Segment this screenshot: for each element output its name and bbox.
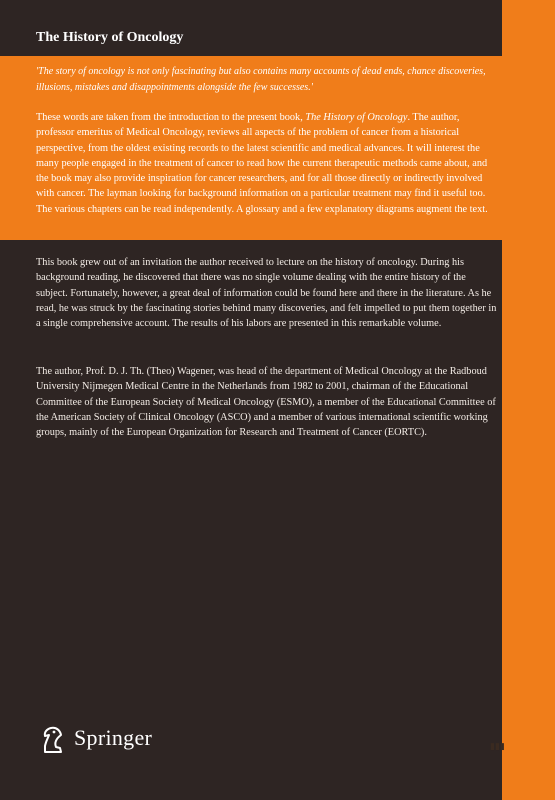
publisher-name: Springer (74, 725, 153, 750)
quote: 'The story of oncology is not only fascinating but also contains many accounts of dead ends, chance discoveries, illusions, mistakes and disappointments alongside the few successes.' (36, 66, 486, 93)
intro-paragraph (36, 110, 498, 217)
book-title: The History of Oncology (36, 30, 184, 45)
orange-stripe (502, 0, 555, 800)
author-paragraph: The author, Prof. D. J. Th. (Theo) Wagener, was head of the department of Medical Oncology at the Radboud University Nijmegen Medical Centre in the Netherlands from 1982 to 2001, chairman of the Educational Committee of the European Society of Medical Oncology (ESMO), a member of the Educational Committee of the American Society of Clinical Oncology (ASCO) and a member of various international scientific working groups, mainly of the European Organization for Research and Treatment of Cancer (EORTC). (36, 366, 496, 439)
title-band (0, 0, 502, 56)
publisher-logo (36, 722, 152, 754)
springer-knight-icon (36, 722, 70, 754)
intro-rest: . The author, professor emeritus of Medical Oncology, reviews all aspects of the problem of cancer from a historical perspective, from the oldest existing records to the latest scientific and medical advances. It will interest the many people engaged in the treatment of cancer to read how the current therapeutic methods came about, and the book may also provide inspiration for cancer researchers, and for all those directly or indirectly involved with cancer. The layman looking for background information on a particular treatment may find it useful too. The various chapters can be read independently. A glossary and a few explanatory diagrams augment the text. (36, 112, 488, 215)
intro-book-title: The History of Oncology (305, 112, 408, 123)
intro-start: These words are taken from the introduction to the present book, (36, 112, 306, 123)
background-paragraph: This book grew out of an invitation the author received to lecture on the history of oncology. During his background reading, he discovered that there was no single volume dealing with the entire history of the subject. Fortunately, however, a great deal of information could be found here and there in the literature. As he read, he was struck by the fascinating stories behind many discoveries, and felt impelled to put them together in a single comprehensive account. The results of his labors are presented in this remarkable volume. (36, 257, 497, 330)
stripe-mark: ▮▮▮ (490, 742, 505, 752)
